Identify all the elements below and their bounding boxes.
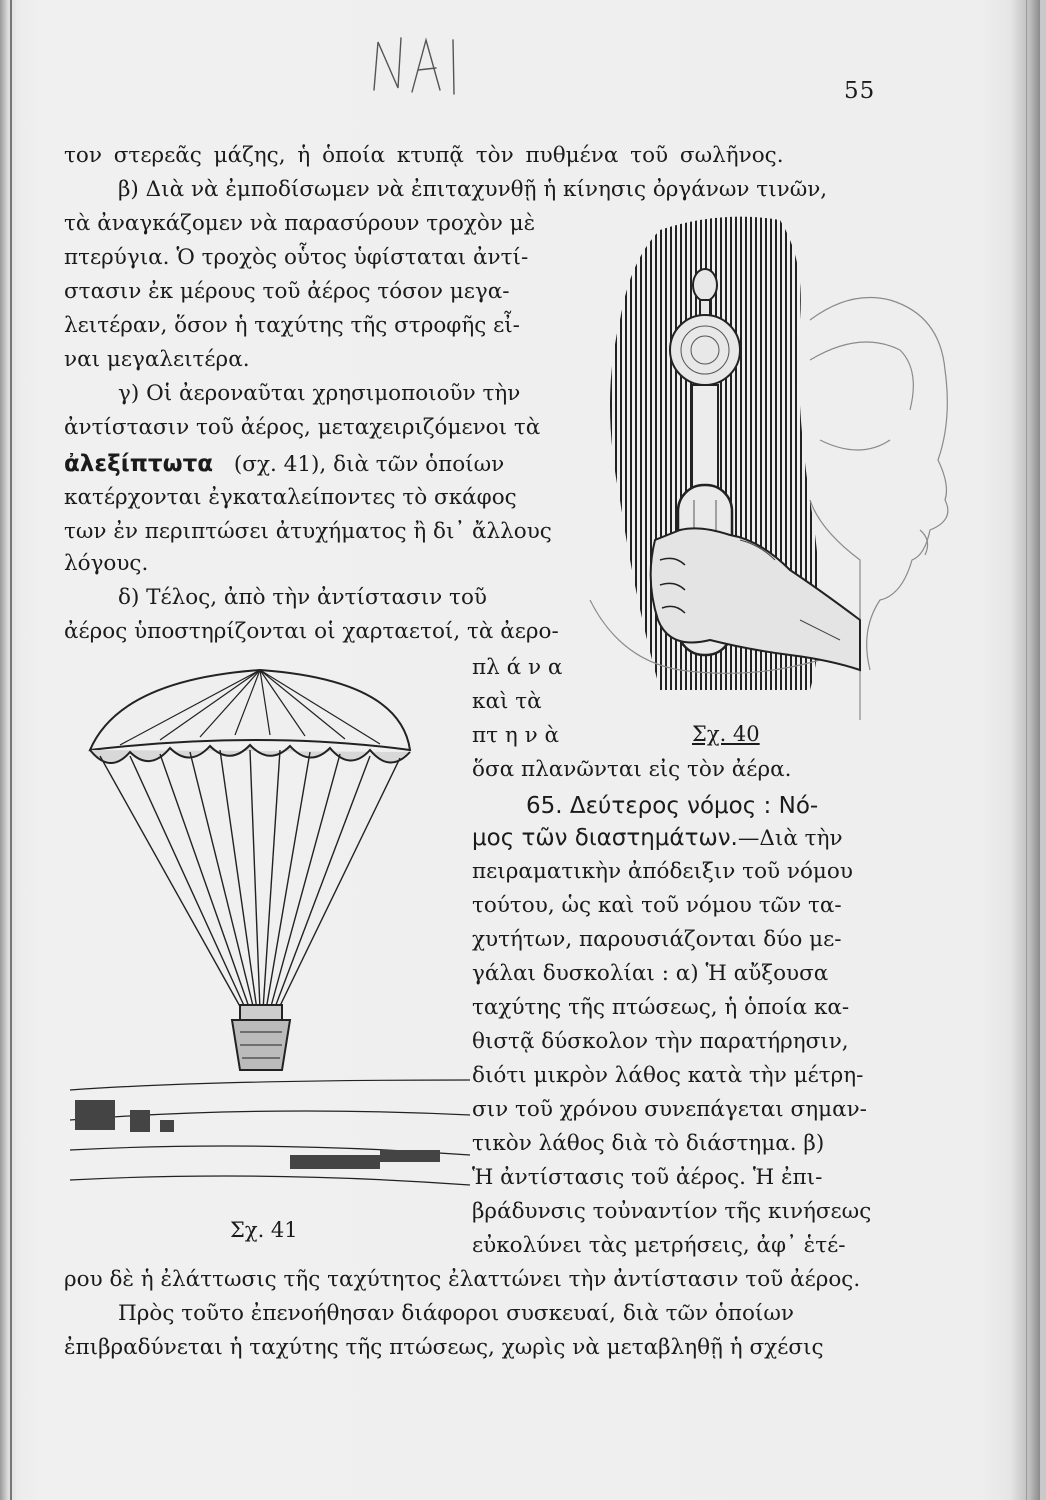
text-line: διότι μικρὸν λάθος κατὰ τὴν μέτρη- <box>472 1063 864 1088</box>
text-line: ταχύτης τῆς πτώσεως, ἡ ὁποία κα- <box>472 995 850 1020</box>
text-line: τὰ ἀναγκάζομεν νὰ παρασύρουν τροχὸν μὲ <box>64 211 536 236</box>
text-line: δ) Τέλος, ἀπὸ τὴν ἀντίστασιν τοῦ <box>118 585 487 610</box>
text-line: ναι μεγαλειτέρα. <box>64 347 250 372</box>
page-edge <box>1026 0 1027 1500</box>
text-line <box>64 450 504 479</box>
text-line: καὶ τὰ <box>472 689 542 714</box>
text-span: —Διὰ τὴν <box>737 826 843 851</box>
text-line: εὐκολύνει τὰς μετρήσεις, ἀφ᾽ ἑτέ- <box>472 1233 846 1258</box>
text-line: πτ η ν ὰ <box>472 723 559 748</box>
text-line: ἐπιβραδύνεται ἡ ταχύτης τῆς πτώσεως, χωρὶς νὰ μεταβληθῇ ἡ σχέσις <box>64 1335 824 1360</box>
figure-40-illustration <box>560 200 960 720</box>
text-line: ἀέρος ὑποστηρίζονται οἱ χαρταετοί, τὰ ἀερο- <box>64 619 559 644</box>
text-span: (σχ. 41), διὰ τῶν ὁποίων <box>233 452 505 477</box>
text-line: ὅσα πλανῶνται εἰς τὸν ἀέρα. <box>472 757 792 782</box>
handwritten-note <box>368 30 468 100</box>
page-gutter <box>10 0 12 1500</box>
section-heading-cont: μος τῶν διαστημάτων. <box>472 825 738 851</box>
text-line: χυτήτων, παρουσιάζονται δύο με- <box>472 927 842 952</box>
text-line: τικὸν λάθος διὰ τὸ διάστημα. β) <box>472 1131 825 1156</box>
figure-41-illustration <box>60 660 470 1210</box>
text-line: πτερύγια. Ὁ τροχὸς οὗτος ὑφίσταται ἀντί- <box>64 245 529 270</box>
text-line: σιν τοῦ χρόνου συνεπάγεται σημαν- <box>472 1097 867 1122</box>
text-line: γ) Οἱ ἀεροναῦται χρησιμοποιοῦν τὴν <box>118 381 521 406</box>
figure-40-caption: Σχ. 40 <box>692 722 760 746</box>
text-line: λόγους. <box>64 551 149 576</box>
text-line: γάλαι δυσκολίαι : α) Ἡ αὔξουσα <box>472 961 829 986</box>
bold-term: ἀλεξίπτωτα <box>64 451 214 477</box>
text-line: κατέρχονται ἐγκαταλείποντες τὸ σκάφος <box>64 485 517 510</box>
text-line: Πρὸς τοῦτο ἐπενοήθησαν διάφοροι συσκευαί, διὰ τῶν ὁποίων <box>118 1301 794 1326</box>
text-line: λειτέραν, ὅσον ἡ ταχύτης τῆς στροφῆς εἶ- <box>64 313 520 338</box>
text-line <box>472 824 843 853</box>
text-line: πλ ά ν α <box>472 655 563 680</box>
text-line: β) Διὰ νὰ ἐμποδίσωμεν νὰ ἐπιταχυνθῇ ἡ κίνησις ὀργάνων τινῶν, <box>118 177 828 202</box>
section-heading: 65. Δεύτερος νόμος : Νό- <box>526 793 819 819</box>
text-line: τούτου, ὡς καὶ τοῦ νόμου τῶν τα- <box>472 893 842 918</box>
text-line: θιστᾷ δύσκολον τὴν παρατήρησιν, <box>472 1029 849 1054</box>
text-line: ρου δὲ ἡ ἐλάττωσις τῆς ταχύτητος ἐλαττώνει τὴν ἀντίστασιν τοῦ ἀέρος. <box>64 1267 861 1292</box>
text-line: τον στερεᾶς μάζης, ἡ ὁποία κτυπᾷ τὸν πυθμένα τοῦ σωλῆνος. <box>64 143 784 168</box>
text-line: ἀντίστασιν τοῦ ἀέρος, μεταχειριζόμενοι τὰ <box>64 415 541 440</box>
text-line: των ἐν περιπτώσει ἀτυχήματος ἢ δι᾽ ἄλλους <box>64 519 552 544</box>
text-line: πειραματικὴν ἀπόδειξιν τοῦ νόμου <box>472 859 853 884</box>
text-line: στασιν ἐκ μέρους τοῦ ἀέρος τόσον μεγα- <box>64 279 510 304</box>
page-number: 55 <box>844 78 876 104</box>
figure-41-caption: Σχ. 41 <box>230 1218 298 1242</box>
text-line: βράδυνσις τοὐναντίον τῆς κινήσεως <box>472 1199 872 1224</box>
text-line: Ἡ ἀντίστασις τοῦ ἀέρος. Ἡ ἐπι- <box>472 1165 823 1190</box>
